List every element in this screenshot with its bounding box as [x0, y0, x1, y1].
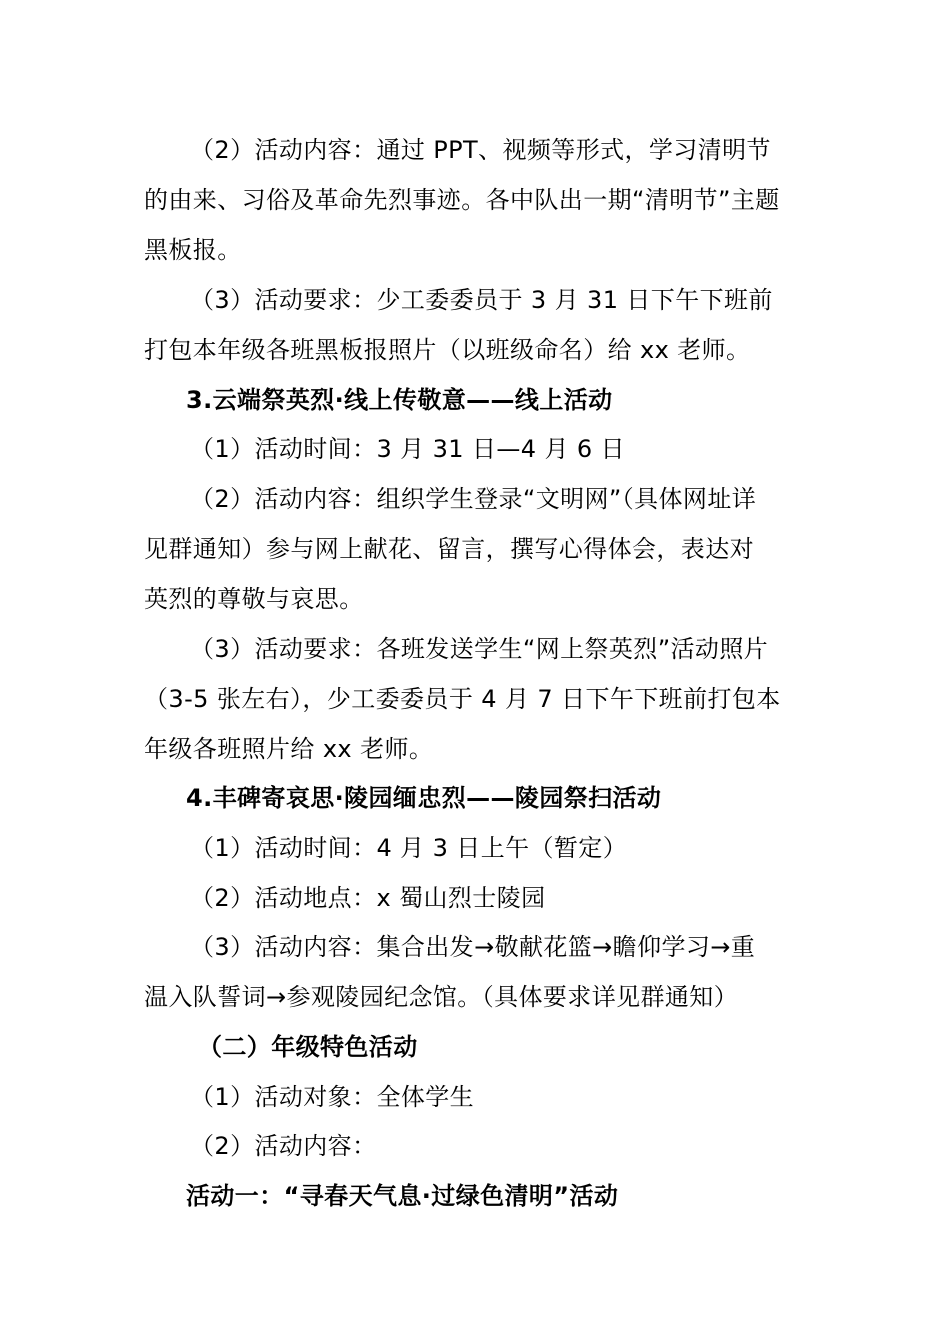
- text-line: 黑板报。: [144, 236, 242, 264]
- text-line: 英烈的尊敬与哀思。: [144, 585, 364, 613]
- text-line: 见群通知）参与网上献花、留言，撰写心得体会，表达对: [144, 535, 754, 563]
- text-line: 年级各班照片给 xx 老师。: [144, 735, 434, 763]
- section-heading: 4.丰碑寄哀思·陵园缅忠烈——陵园祭扫活动: [186, 784, 662, 812]
- text-line: （1）活动时间：4 月 3 日上午（暂定）: [190, 834, 628, 862]
- text-line: （3）活动要求：各班发送学生“网上祭英烈”活动照片: [190, 635, 769, 663]
- text-line: 打包本年级各班黑板报照片（以班级命名）给 xx 老师。: [144, 336, 751, 364]
- text-line: （1）活动对象：全体学生: [190, 1083, 475, 1111]
- text-line: 温入队誓词→参观陵园纪念馆。（具体要求详见群通知）: [144, 983, 739, 1011]
- text-line: （2）活动内容：组织学生登录“文明网”（具体网址详: [190, 485, 757, 513]
- section-heading: （二）年级特色活动: [198, 1033, 418, 1061]
- text-line: 的由来、习俗及革命先烈事迹。各中队出一期“清明节”主题: [144, 186, 780, 214]
- text-line: （3）活动内容：集合出发→敬献花篮→瞻仰学习→重: [190, 933, 756, 961]
- text-line: （3-5 张左右），少工委委员于 4 月 7 日下午下班前打包本: [144, 685, 781, 713]
- text-line: （2）活动地点：x 蜀山烈士陵园: [190, 884, 546, 912]
- text-line: （1）活动时间：3 月 31 日—4 月 6 日: [190, 435, 625, 463]
- text-line: （2）活动内容：通过 PPT、视频等形式，学习清明节: [190, 136, 771, 164]
- section-heading: 3.云端祭英烈·线上传敬意——线上活动: [186, 386, 613, 414]
- text-line: （2）活动内容：: [190, 1132, 377, 1160]
- text-line: （3）活动要求：少工委委员于 3 月 31 日下午下班前: [190, 286, 773, 314]
- section-heading: 活动一：“寻春天气息·过绿色清明”活动: [186, 1182, 619, 1210]
